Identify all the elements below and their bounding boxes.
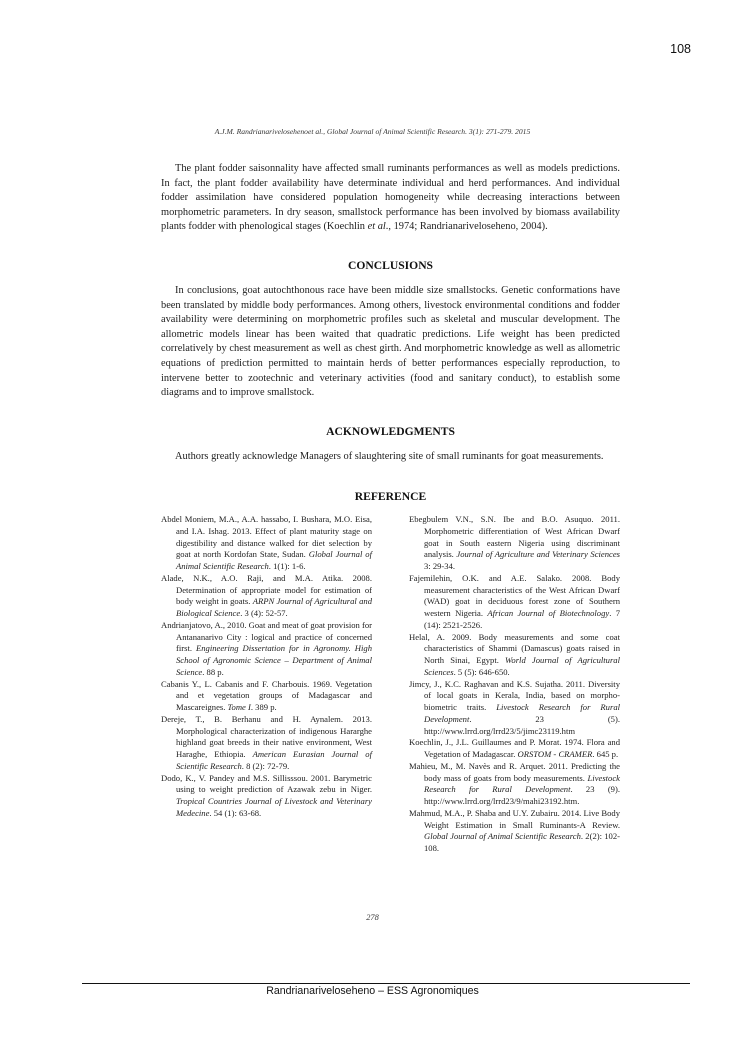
reference-entry bbox=[161, 773, 372, 820]
reference-journal: Global Journal of Animal Scientific Research bbox=[424, 831, 581, 842]
reference-volume-pages: . 54 (1): 63-68. bbox=[209, 807, 262, 818]
reference-entry bbox=[409, 573, 620, 632]
reference-authors-title: Koechlin, J., J.L. Guillaumes and P. Morat. 1974. Flora and Vegetation of Madagascar. bbox=[409, 737, 620, 759]
reference-journal: ORSTOM - CRAMER bbox=[517, 749, 593, 759]
reference-volume-pages: . 1(1): 1-6. bbox=[268, 561, 306, 571]
reference-authors-title: Mahieu, M., M. Navès and R. Arquet. 2011. Predicting the body mass of goats from body measurements. bbox=[409, 760, 620, 783]
paragraph-fodder bbox=[161, 162, 620, 235]
heading-conclusions: CONCLUSIONS bbox=[347, 259, 434, 272]
reference-journal: Livestock Research for Rural Development bbox=[424, 702, 620, 724]
reference-journal: Global Journal of Animal Scientific Research bbox=[176, 549, 372, 571]
reference-entry bbox=[161, 620, 372, 679]
paragraph-fodder-text: The plant fodder saisonnality have affected small ruminants performances as well as models predictions. In fact, the plant fodder availability have determinate individual and herd performances. And individual fodder assimilation have considered population homogeneity while decreasing interactions between morphometric parameters. In dry season, smallstock performance has been involved by biomass availability plants fodder with phenological stages (Koechlin bbox=[161, 163, 620, 233]
reference-authors-title: Fajemilehin, O.K. and A.E. Salako. 2008. Body measurement characteristics of the West African Dwarf (WAD) goat in deciduous forest zone of Southern western Nigeria. bbox=[409, 572, 620, 618]
reference-journal: Engineering Dissertation for in Agronomy. High School of Agronomic Science – Department of Animal Science bbox=[176, 643, 372, 677]
reference-volume-pages: . 23 (9). http://www.lrrd.org/lrrd23/9/mahi23192.htm. bbox=[424, 784, 620, 806]
reference-journal: Tropical Countries Journal of Livestock and Veterinary Medecine bbox=[176, 796, 372, 818]
reference-volume-pages: 3: 29-34. bbox=[424, 561, 456, 571]
reference-authors-title: Dereje, T., B. Berhanu and H. Aynalem. 2013. Morphological characterization of indigenous Hararghe highland goat breeds in their native environment, West Haraghe, Ethiopia. bbox=[161, 713, 372, 759]
reference-authors-title: Jimcy, J., K.C. Raghavan and K.S. Sujatha. 2011. Diversity of local goats in Kerala, India, based on morpho-biometric traits. bbox=[409, 678, 620, 712]
reference-entry bbox=[161, 714, 372, 773]
footer-divider bbox=[82, 983, 690, 984]
reference-volume-pages: . 645 p. bbox=[592, 749, 619, 759]
reference-authors-title: Abdel Moniem, M.A., A.A. hassabo, I. Bushara, M.O. Eisa, and I.A. Ishag. 2013. Effect of plant maturity stage on digestibility and distance walked for diet selection by goat at north Kordofan State, Sudan. bbox=[161, 514, 372, 560]
reference-journal: African Journal of Biotechnology bbox=[487, 608, 610, 618]
reference-entry bbox=[409, 514, 620, 573]
reference-entry bbox=[409, 737, 620, 761]
reference-authors-title: Dodo, K., V. Pandey and M.S. Sillisssou. 2001. Barymetric using to weight prediction of Azawak zebu in Niger. bbox=[161, 772, 372, 795]
reference-volume-pages: . 389 p. bbox=[250, 702, 277, 712]
reference-entry bbox=[161, 514, 372, 573]
reference-volume-pages: . 2(2): 102-108. bbox=[424, 831, 620, 853]
reference-entry bbox=[409, 632, 620, 679]
reference-authors-title: Alade, N.K., A.O. Raji, and M.A. Atika. 2008. Determination of appropriate model for estimation of body weight in goats. bbox=[161, 572, 372, 607]
reference-volume-pages: . 5 (5): 646-650. bbox=[453, 666, 510, 677]
reference-journal: Journal of Agriculture and Veterinary Sciences bbox=[456, 549, 620, 560]
references-left-column bbox=[161, 514, 372, 820]
reference-volume-pages: . 23 (5). http://www.lrrd.org/lrrd23/5/jimc23119.htm bbox=[424, 713, 620, 736]
reference-authors-title: Andrianjatovo, A., 2010. Goat and meat of goat provision for Antananarivo City : logical and practice of concerned first. bbox=[161, 619, 372, 654]
reference-volume-pages: . 7 (14): 2521-2526. bbox=[424, 608, 621, 630]
paragraph-acknowledgments: Authors greatly acknowledge Managers of slaughtering site of small ruminants for goat measurements. bbox=[175, 451, 604, 462]
journal-page-number: 278 bbox=[366, 913, 379, 922]
running-header: A.J.M. Randrianarivelosehenoet al., Global Journal of Animal Scientific Research. 3(1): 271-279. 2015 bbox=[214, 127, 531, 136]
et-al-italic: et al bbox=[367, 221, 386, 233]
footer-text: Randrianariveloseheno – ESS Agronomiques bbox=[266, 985, 479, 997]
references-right-column bbox=[409, 514, 620, 855]
paragraph-conclusions: In conclusions, goat autochthonous race have been middle size smallstocks. Genetic conformations have been translated by middle body performances. Among others, livestock environmental conditions and fodder availability were determining on morphometric profiles such as skeletal and muscular development. The allometric models linear has been waited that quadratic predictions. Life weight has been predicted correlatively by chest measurement as well as chest girth. And morphometric knowledge as well as allometric equations of prediction permitted to maintain herds of better performances especially reproduction, to intervene better to zootechnic and veterinary activities (food and sanitary conduct), to establish some diagrams and to improve smallstock. bbox=[161, 285, 620, 399]
reference-entry bbox=[161, 679, 372, 714]
reference-volume-pages: . 8 (2): 72-79. bbox=[241, 760, 290, 771]
reference-journal: Tome I bbox=[227, 702, 251, 712]
reference-entry bbox=[161, 573, 372, 620]
reference-volume-pages: . 3 (4): 52-57. bbox=[240, 608, 288, 618]
reference-entry bbox=[409, 761, 620, 808]
page-number: 108 bbox=[670, 42, 691, 56]
heading-acknowledgments: ACKNOWLEDGMENTS bbox=[326, 425, 455, 438]
reference-journal: World Journal of Agricultural Sciences bbox=[424, 655, 620, 677]
heading-reference: REFERENCE bbox=[354, 490, 427, 503]
reference-journal: American Eurasian Journal of Scientific Research bbox=[176, 749, 372, 771]
reference-journal: ARPN Journal of Agricultural and Biological Science bbox=[176, 596, 372, 618]
reference-authors-title: Helal, A. 2009. Body measurements and some coat characteristics of Shammi (Damascus) goats raised in North Sinai, Egypt. bbox=[409, 631, 620, 665]
reference-entry bbox=[409, 808, 620, 855]
paragraph-fodder-end: ., 1974; Randrianariveloseheno, 2004). bbox=[385, 221, 548, 233]
reference-journal: Livestock Research for Rural Development bbox=[424, 772, 620, 795]
reference-entry bbox=[409, 679, 620, 738]
reference-authors-title: Mahmud, M.A., P. Shaba and U.Y. Zubairu. 2014. Live Body Weight Estimation in Small Ruminants-A Review. bbox=[409, 807, 620, 830]
reference-authors-title: Ebegbulem V.N., S.N. Ibe and B.O. Asuquo. 2011. Morphometric differentiation of West African Dwarf goat in South eastern Nigeria using discriminant analysis. bbox=[409, 514, 620, 560]
reference-authors-title: Cabanis Y., L. Cabanis and F. Charbouis. 1969. Vegetation and et vegetation groups of Madagascar and Mascareignes. bbox=[161, 678, 372, 712]
reference-volume-pages: . 88 p. bbox=[202, 666, 224, 677]
